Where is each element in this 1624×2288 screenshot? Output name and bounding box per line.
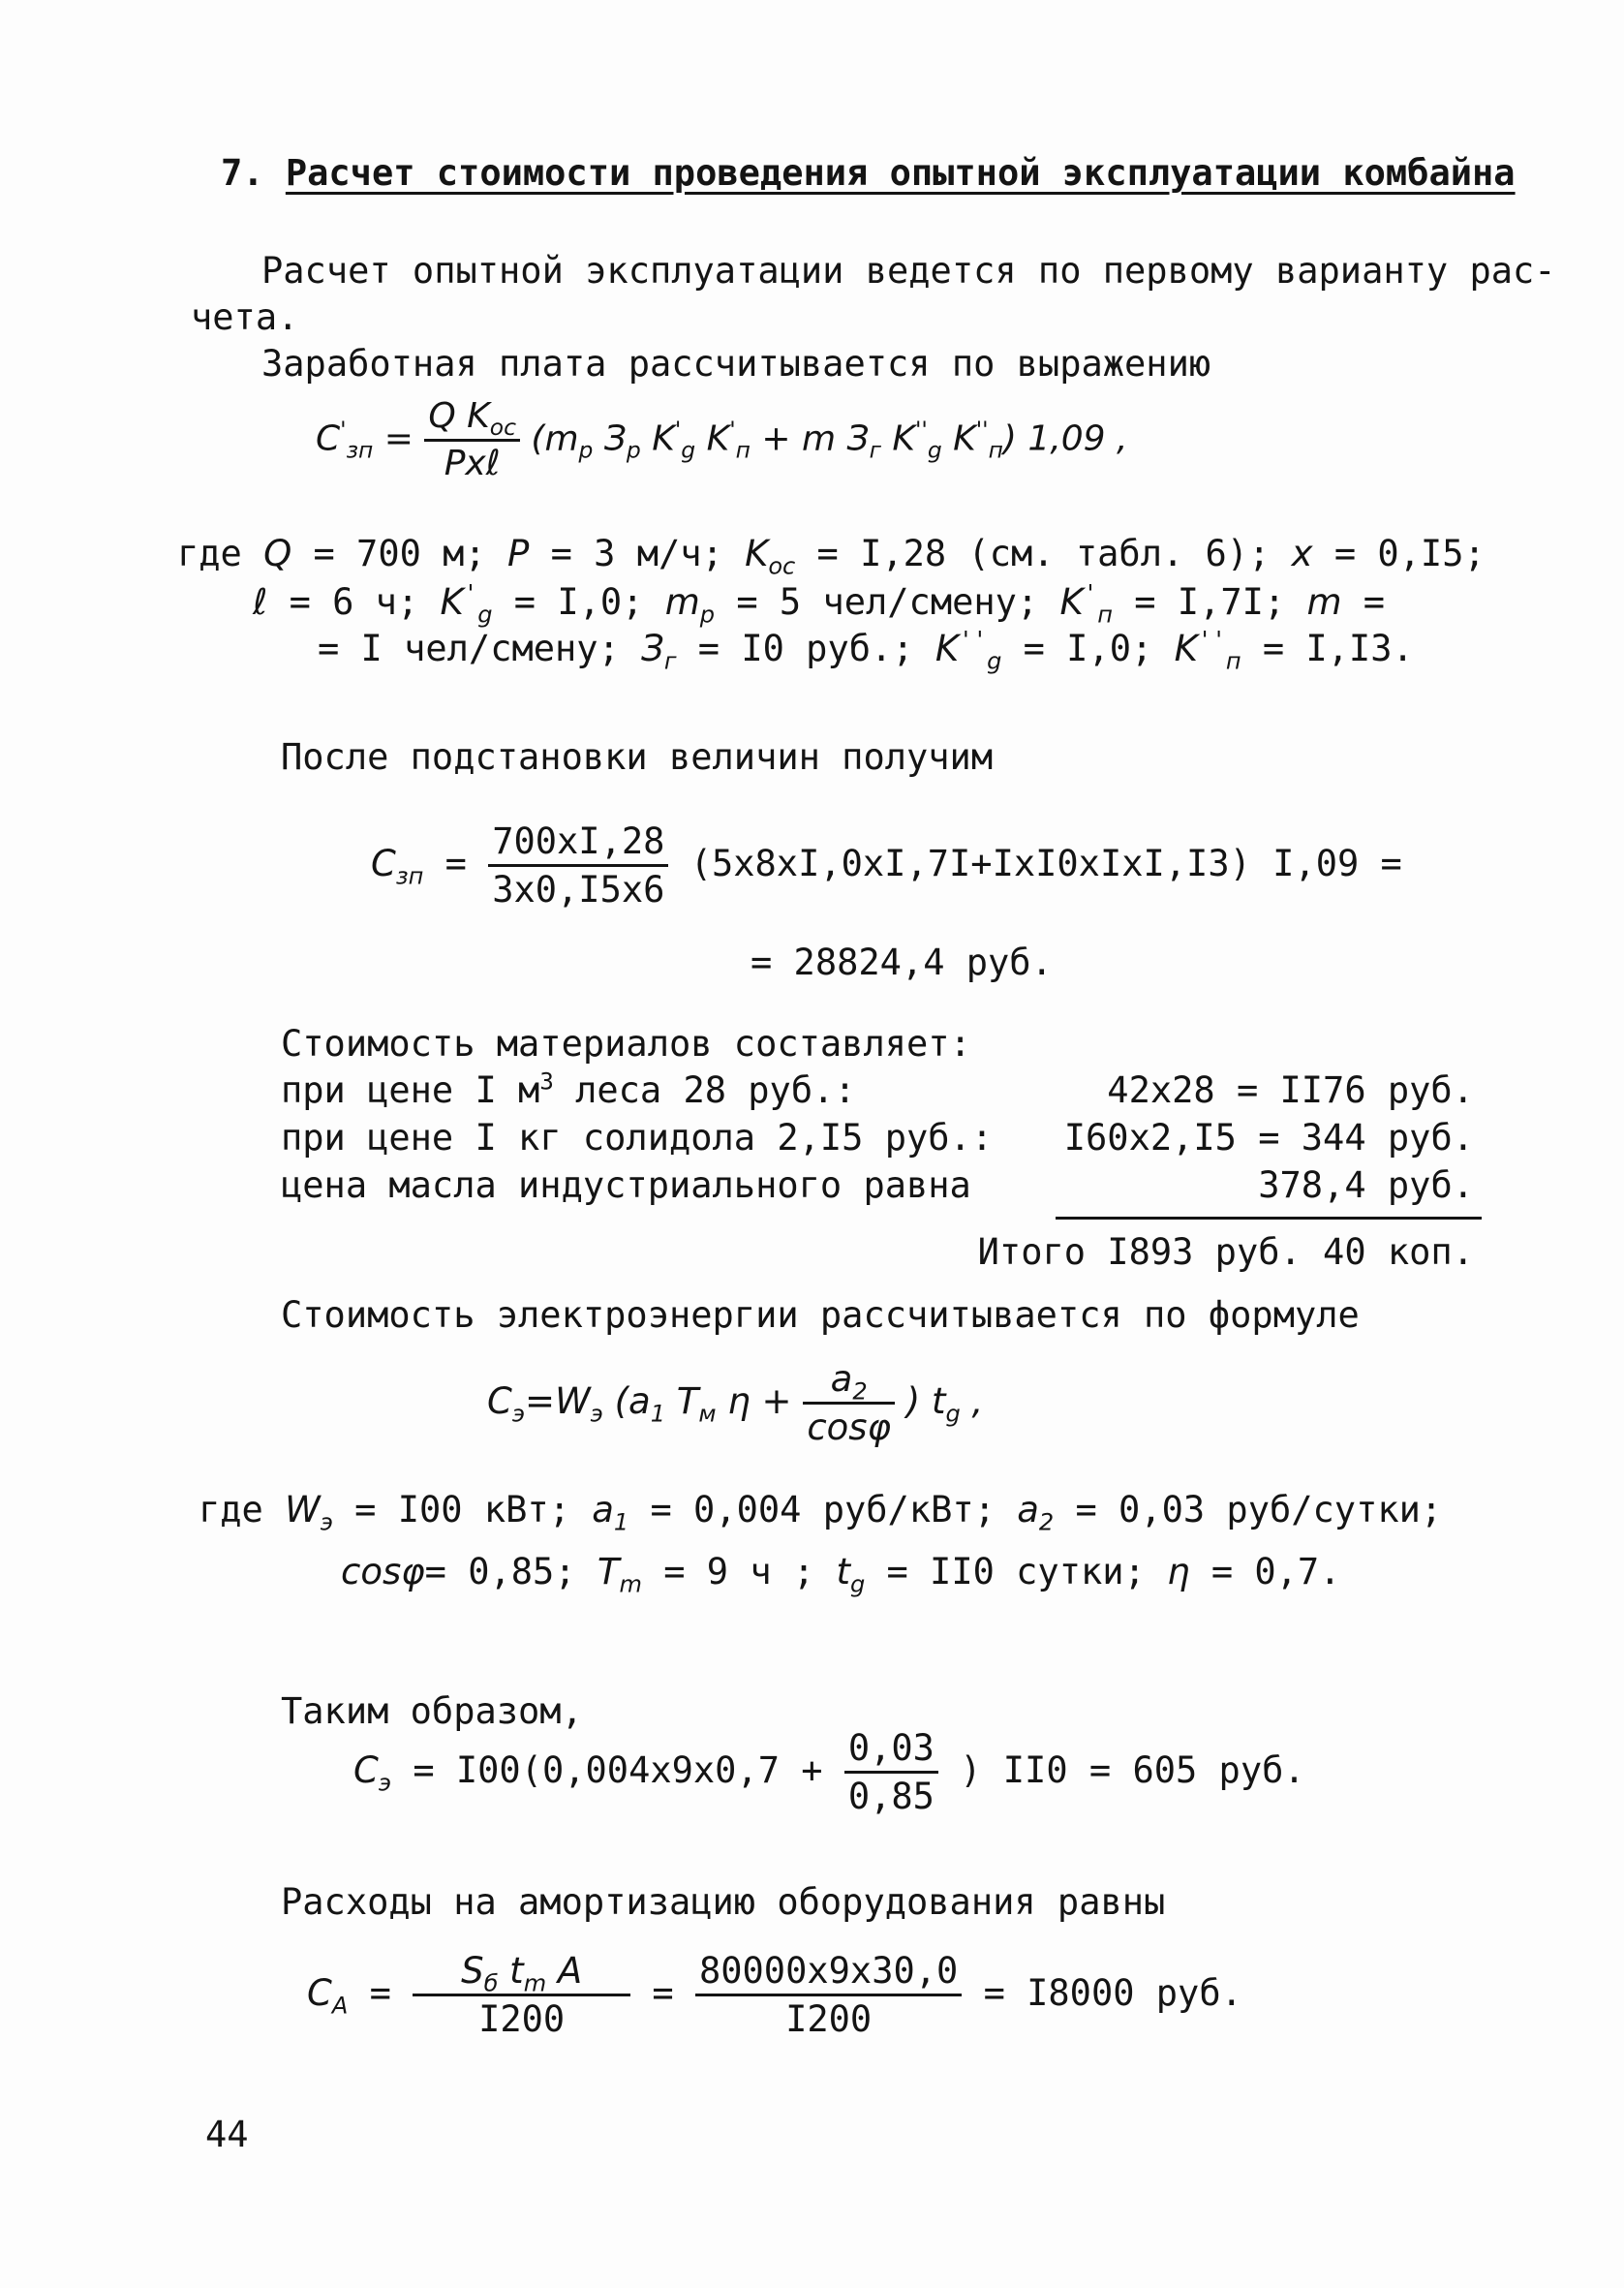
- fraction: $\frac{0,03}{0,85}$: [844, 1730, 938, 1814]
- materials-value: I60x2,I5 = 344 руб.: [1063, 1117, 1474, 1159]
- formula-electricity: $C_э=W_э$ ($a_1$ $T_м$ η + $\frac{a_2}{\cos\varphi}$ ) $t_g$ ,: [487, 1358, 984, 1448]
- fraction: $\frac{80000x9x30,0}{I200}$: [695, 1953, 962, 2037]
- formula-electricity-numeric: $C_э = I00(0,004x9x0,7$ + $\frac{0,03}{0,85}$ ) II0 = 605 руб.: [353, 1727, 1305, 1817]
- formula-result: = 28824,4 руб.: [751, 942, 1053, 983]
- materials-value: 42x28 = II76 руб.: [1107, 1069, 1474, 1111]
- formula-salary: $C'_{зп}$ = $\frac{Q K_{ос}}{\text{Pxℓ}}$ ($m_р$ $З_р$ $K'_g$ $K'_п + m$ $З_г$ $K''_g$ $K''_п$) 1,09 ,: [316, 396, 1128, 483]
- section-number: 7.: [221, 152, 264, 194]
- formula-salary-numeric: $C_{зп}$ = $\frac{700xI,28}{3x0,I5x6}$ (5x8xI,0xI,7I+IxI0xIxI,I3) I,09 =: [371, 820, 1402, 911]
- paragraph-line: После подстановки величин получим: [281, 736, 994, 778]
- definitions-line: где Q = 700 м; P = 3 м/ч; $K_{ос} = I,28$ (см. табл. 6); x = 0,I5;: [177, 533, 1486, 580]
- definitions-line: ℓ = 6 ч; $K'_g = I,0$; $m_р = 5$ чел/смену; $K'_п = I,7I$; m =: [253, 579, 1386, 629]
- materials-label: при цене I кг солидола 2,I5 руб.:: [281, 1117, 994, 1159]
- definitions-line: где $W_э = I00$ кВт; $a_1 = 0,004$ руб/кВт; $a_2 = 0,03$ руб/сутки;: [199, 1489, 1443, 1536]
- fraction: $\frac{a_2}{\cos\varphi}$: [803, 1361, 895, 1445]
- sum-rule: [1056, 1217, 1482, 1220]
- fraction: $\frac{700xI,28}{3x0,I5x6}$: [488, 823, 668, 908]
- materials-total: Итого I893 руб. 40 коп.: [977, 1231, 1474, 1273]
- definitions-line: = I чел/смену; $З_г = I0$ руб.; $K''_g = I,0$; $K''_п = I,I3$.: [318, 626, 1414, 675]
- paragraph-line: Расходы на амортизацию оборудования равны: [281, 1881, 1166, 1923]
- paragraph-line: Расчет опытной эксплуатации ведется по первому варианту рас-: [261, 250, 1556, 292]
- formula-amortization: $C_А$ = $\frac{S_б t_m A}{I200}$ = $\frac{80000x9x30,0}{I200}$ = I8000 руб.: [307, 1950, 1242, 2040]
- paragraph-line: Стоимость электроэнергии рассчитывается по формуле: [281, 1294, 1360, 1336]
- materials-title: Стоимость материалов составляет:: [281, 1023, 971, 1065]
- paragraph-line: Таким образом,: [281, 1690, 583, 1732]
- materials-value: 378,4 руб.: [1258, 1164, 1474, 1206]
- fraction: $\frac{Q K_{ос}}{\text{Pxℓ}}$: [424, 399, 520, 481]
- fraction: $\frac{S_б t_m A}{I200}$: [413, 1953, 630, 2037]
- paragraph-line: чета.: [191, 296, 299, 338]
- materials-label: цена масла индустриального равна: [281, 1164, 971, 1206]
- paragraph-line: Заработная плата рассчитывается по выражению: [261, 343, 1211, 385]
- section-title: Расчет стоимости проведения опытной эксплуатации комбайна: [285, 152, 1516, 194]
- page-number: 44: [205, 2114, 249, 2155]
- materials-label: при цене I $м^3$ леса 28 руб.:: [281, 1067, 856, 1111]
- section-heading: [221, 152, 1516, 194]
- definitions-line: cosφ= 0,85; $T_m = 9$ ч ; $t_g = II0$ сутки; η = 0,7.: [341, 1551, 1341, 1598]
